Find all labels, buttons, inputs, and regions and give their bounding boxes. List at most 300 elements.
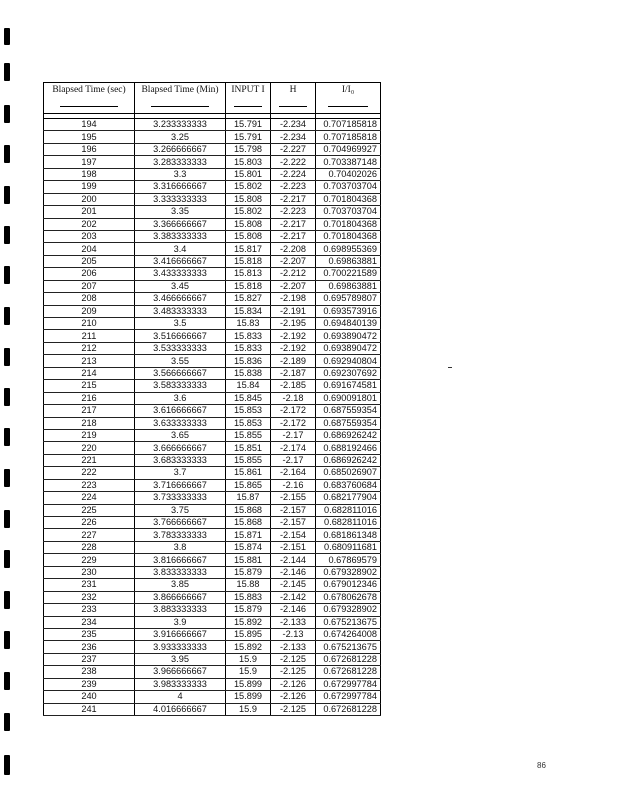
cell-h: -2.223 [271,206,316,218]
cell-ratio: 0.678062678 [316,591,381,603]
cell-input: 15.801 [226,168,271,180]
cell-input: 15.895 [226,628,271,640]
header-elapsed-min: Blapsed Time (Min) [135,83,226,114]
table-row [44,554,381,566]
cell-elapsed-min: 3.816666667 [135,554,226,566]
table-row [44,442,381,454]
header-ratio: I/I₀ [316,83,381,114]
table-row [44,119,381,131]
cell-input: 15.9 [226,703,271,715]
cell-h: -2.223 [271,181,316,193]
cell-elapsed-min: 3.5 [135,318,226,330]
cell-h: -2.17 [271,454,316,466]
cell-input: 15.853 [226,417,271,429]
cell-elapsed-sec: 229 [44,554,135,566]
table-row [44,666,381,678]
cell-input: 15.836 [226,355,271,367]
cell-ratio: 0.693573916 [316,305,381,317]
cell-elapsed-sec: 212 [44,342,135,354]
table-row [44,193,381,205]
cell-elapsed-min: 3.966666667 [135,666,226,678]
cell-elapsed-min: 3.583333333 [135,380,226,392]
binder-mark [4,105,10,123]
cell-h: -2.145 [271,579,316,591]
cell-ratio: 0.672681228 [316,666,381,678]
cell-h: -2.125 [271,653,316,665]
cell-elapsed-min: 3.633333333 [135,417,226,429]
header-input: INPUT I [226,83,271,114]
cell-input: 15.88 [226,579,271,591]
cell-input: 15.87 [226,492,271,504]
cell-elapsed-sec: 196 [44,143,135,155]
table-row [44,604,381,616]
cell-h: -2.157 [271,517,316,529]
cell-elapsed-sec: 232 [44,591,135,603]
cell-ratio: 0.693890472 [316,330,381,342]
cell-elapsed-sec: 211 [44,330,135,342]
table-row [44,703,381,715]
cell-h: -2.172 [271,405,316,417]
cell-ratio: 0.686926242 [316,454,381,466]
cell-elapsed-sec: 205 [44,255,135,267]
cell-elapsed-min: 3.8 [135,541,226,553]
cell-elapsed-sec: 220 [44,442,135,454]
cell-h: -2.185 [271,380,316,392]
cell-input: 15.874 [226,541,271,553]
cell-ratio: 0.691674581 [316,380,381,392]
binder-mark [4,428,10,446]
cell-input: 15.871 [226,529,271,541]
cell-elapsed-sec: 240 [44,691,135,703]
cell-input: 15.817 [226,243,271,255]
cell-ratio: 0.685026907 [316,467,381,479]
cell-elapsed-sec: 213 [44,355,135,367]
cell-h: -2.133 [271,616,316,628]
table-row [44,653,381,665]
cell-elapsed-min: 3.333333333 [135,193,226,205]
cell-input: 15.802 [226,181,271,193]
cell-elapsed-sec: 197 [44,156,135,168]
cell-ratio: 0.686926242 [316,429,381,441]
cell-elapsed-sec: 200 [44,193,135,205]
cell-input: 15.833 [226,342,271,354]
cell-input: 15.791 [226,119,271,131]
cell-elapsed-min: 3.516666667 [135,330,226,342]
table-row [44,206,381,218]
table-header-row [44,83,381,114]
table-row [44,405,381,417]
binder-mark [4,186,10,204]
cell-input: 15.892 [226,641,271,653]
cell-input: 15.845 [226,392,271,404]
cell-elapsed-min: 3.55 [135,355,226,367]
cell-h: -2.17 [271,429,316,441]
cell-elapsed-min: 3.866666667 [135,591,226,603]
table-row [44,230,381,242]
cell-ratio: 0.703387148 [316,156,381,168]
cell-elapsed-min: 3.366666667 [135,218,226,230]
table-row [44,579,381,591]
cell-h: -2.142 [271,591,316,603]
cell-h: -2.16 [271,479,316,491]
cell-elapsed-sec: 233 [44,604,135,616]
cell-input: 15.855 [226,454,271,466]
cell-elapsed-min: 3.983333333 [135,678,226,690]
table-row [44,591,381,603]
table-row [44,429,381,441]
cell-input: 15.881 [226,554,271,566]
cell-elapsed-sec: 216 [44,392,135,404]
binder-mark [4,307,10,325]
cell-ratio: 0.680911681 [316,541,381,553]
table-row [44,628,381,640]
cell-elapsed-min: 3.733333333 [135,492,226,504]
cell-elapsed-min: 3.883333333 [135,604,226,616]
cell-ratio: 0.694840139 [316,318,381,330]
cell-h: -2.133 [271,641,316,653]
cell-input: 15.813 [226,268,271,280]
cell-h: -2.125 [271,703,316,715]
cell-input: 15.9 [226,666,271,678]
table-row [44,342,381,354]
cell-elapsed-min: 3.233333333 [135,119,226,131]
cell-elapsed-sec: 210 [44,318,135,330]
cell-ratio: 0.688192466 [316,442,381,454]
cell-input: 15.868 [226,504,271,516]
cell-ratio: 0.693890472 [316,342,381,354]
cell-input: 15.834 [226,305,271,317]
cell-input: 15.827 [226,293,271,305]
cell-h: -2.207 [271,280,316,292]
cell-ratio: 0.679328902 [316,604,381,616]
cell-input: 15.818 [226,255,271,267]
cell-input: 15.879 [226,566,271,578]
cell-input: 15.802 [226,206,271,218]
cell-h: -2.207 [271,255,316,267]
stray-mark [448,367,452,368]
cell-elapsed-sec: 222 [44,467,135,479]
table-row [44,355,381,367]
cell-h: -2.217 [271,193,316,205]
cell-elapsed-min: 3.416666667 [135,255,226,267]
cell-elapsed-min: 3.833333333 [135,566,226,578]
cell-ratio: 0.682811016 [316,517,381,529]
cell-elapsed-sec: 238 [44,666,135,678]
cell-input: 15.83 [226,318,271,330]
cell-input: 15.861 [226,467,271,479]
cell-elapsed-sec: 198 [44,168,135,180]
binder-mark [4,469,10,487]
cell-ratio: 0.704969927 [316,143,381,155]
cell-ratio: 0.692940804 [316,355,381,367]
cell-elapsed-min: 3.433333333 [135,268,226,280]
cell-ratio: 0.675213675 [316,641,381,653]
cell-elapsed-min: 3.85 [135,579,226,591]
cell-ratio: 0.672681228 [316,653,381,665]
cell-elapsed-min: 3.566666667 [135,367,226,379]
cell-elapsed-sec: 228 [44,541,135,553]
cell-ratio: 0.683760684 [316,479,381,491]
cell-input: 15.833 [226,330,271,342]
cell-h: -2.195 [271,318,316,330]
header-h: H [271,83,316,114]
cell-elapsed-min: 3.283333333 [135,156,226,168]
cell-input: 15.838 [226,367,271,379]
cell-elapsed-sec: 199 [44,181,135,193]
cell-ratio: 0.69863881 [316,280,381,292]
cell-elapsed-min: 3.316666667 [135,181,226,193]
cell-ratio: 0.698955369 [316,243,381,255]
cell-elapsed-min: 3.45 [135,280,226,292]
cell-h: -2.234 [271,131,316,143]
binder-mark [4,631,10,649]
cell-elapsed-sec: 219 [44,429,135,441]
cell-elapsed-sec: 230 [44,566,135,578]
cell-h: -2.217 [271,230,316,242]
cell-elapsed-sec: 226 [44,517,135,529]
cell-elapsed-sec: 209 [44,305,135,317]
cell-elapsed-min: 3.783333333 [135,529,226,541]
cell-input: 15.798 [226,143,271,155]
cell-ratio: 0.681861348 [316,529,381,541]
cell-elapsed-min: 3.266666667 [135,143,226,155]
cell-h: -2.227 [271,143,316,155]
cell-ratio: 0.701804368 [316,193,381,205]
cell-elapsed-sec: 194 [44,119,135,131]
cell-input: 15.9 [226,653,271,665]
cell-ratio: 0.70402026 [316,168,381,180]
cell-elapsed-min: 3.25 [135,131,226,143]
cell-h: -2.217 [271,218,316,230]
cell-input: 15.883 [226,591,271,603]
cell-input: 15.803 [226,156,271,168]
cell-ratio: 0.695789807 [316,293,381,305]
cell-elapsed-sec: 214 [44,367,135,379]
table-row [44,616,381,628]
cell-ratio: 0.701804368 [316,218,381,230]
cell-ratio: 0.707185818 [316,131,381,143]
binder-mark [4,510,10,528]
table-row [44,305,381,317]
cell-elapsed-sec: 195 [44,131,135,143]
table-row [44,243,381,255]
cell-ratio: 0.682811016 [316,504,381,516]
cell-elapsed-min: 3.95 [135,653,226,665]
cell-ratio: 0.707185818 [316,119,381,131]
cell-input: 15.879 [226,604,271,616]
cell-ratio: 0.687559354 [316,417,381,429]
cell-h: -2.144 [271,554,316,566]
table-row [44,517,381,529]
data-table [43,82,381,716]
cell-elapsed-min: 3.916666667 [135,628,226,640]
cell-ratio: 0.67869579 [316,554,381,566]
cell-ratio: 0.700221589 [316,268,381,280]
cell-h: -2.222 [271,156,316,168]
cell-elapsed-min: 3.666666667 [135,442,226,454]
cell-h: -2.146 [271,566,316,578]
table-row [44,392,381,404]
binder-mark [4,672,10,690]
cell-elapsed-min: 3.933333333 [135,641,226,653]
cell-ratio: 0.682177904 [316,492,381,504]
cell-elapsed-sec: 202 [44,218,135,230]
cell-elapsed-min: 4 [135,691,226,703]
data-table-container [43,82,381,716]
table-row [44,367,381,379]
cell-ratio: 0.672997784 [316,678,381,690]
table-row [44,330,381,342]
cell-elapsed-min: 3.4 [135,243,226,255]
table-row [44,566,381,578]
cell-elapsed-sec: 203 [44,230,135,242]
cell-elapsed-min: 3.9 [135,616,226,628]
cell-elapsed-min: 3.6 [135,392,226,404]
binder-mark [4,755,10,775]
cell-ratio: 0.674264008 [316,628,381,640]
cell-h: -2.224 [271,168,316,180]
cell-elapsed-min: 3.533333333 [135,342,226,354]
table-row [44,380,381,392]
cell-ratio: 0.679012346 [316,579,381,591]
cell-elapsed-min: 3.75 [135,504,226,516]
table-row [44,417,381,429]
cell-ratio: 0.701804368 [316,230,381,242]
cell-h: -2.164 [271,467,316,479]
cell-input: 15.899 [226,691,271,703]
cell-elapsed-min: 3.65 [135,429,226,441]
table-row [44,678,381,690]
binder-mark [4,226,10,244]
cell-input: 15.899 [226,678,271,690]
table-row [44,280,381,292]
cell-h: -2.18 [271,392,316,404]
cell-h: -2.189 [271,355,316,367]
cell-input: 15.892 [226,616,271,628]
cell-input: 15.868 [226,517,271,529]
cell-input: 15.853 [226,405,271,417]
cell-elapsed-min: 3.466666667 [135,293,226,305]
cell-h: -2.187 [271,367,316,379]
cell-ratio: 0.692307692 [316,367,381,379]
cell-h: -2.208 [271,243,316,255]
cell-elapsed-sec: 221 [44,454,135,466]
cell-elapsed-sec: 225 [44,504,135,516]
cell-elapsed-sec: 231 [44,579,135,591]
table-row [44,529,381,541]
cell-h: -2.172 [271,417,316,429]
cell-input: 15.851 [226,442,271,454]
cell-h: -2.157 [271,504,316,516]
cell-elapsed-min: 4.016666667 [135,703,226,715]
table-row [44,691,381,703]
cell-input: 15.808 [226,230,271,242]
binder-mark [4,591,10,609]
table-row [44,454,381,466]
cell-elapsed-sec: 215 [44,380,135,392]
cell-elapsed-sec: 217 [44,405,135,417]
cell-elapsed-sec: 201 [44,206,135,218]
cell-elapsed-min: 3.3 [135,168,226,180]
cell-elapsed-sec: 235 [44,628,135,640]
cell-h: -2.126 [271,691,316,703]
cell-input: 15.84 [226,380,271,392]
table-row [44,641,381,653]
cell-elapsed-sec: 236 [44,641,135,653]
cell-elapsed-min: 3.383333333 [135,230,226,242]
cell-h: -2.126 [271,678,316,690]
table-row [44,318,381,330]
header-elapsed-sec: Blapsed Time (sec) [44,83,135,114]
cell-h: -2.13 [271,628,316,640]
cell-elapsed-sec: 237 [44,653,135,665]
cell-h: -2.151 [271,541,316,553]
table-row [44,181,381,193]
cell-ratio: 0.690091801 [316,392,381,404]
cell-elapsed-sec: 224 [44,492,135,504]
table-row [44,168,381,180]
cell-elapsed-sec: 204 [44,243,135,255]
cell-elapsed-sec: 206 [44,268,135,280]
cell-h: -2.155 [271,492,316,504]
cell-h: -2.234 [271,119,316,131]
cell-h: -2.146 [271,604,316,616]
cell-ratio: 0.69863881 [316,255,381,267]
cell-ratio: 0.703703704 [316,206,381,218]
cell-h: -2.212 [271,268,316,280]
table-row [44,293,381,305]
binder-mark [4,348,10,366]
cell-h: -2.191 [271,305,316,317]
cell-elapsed-min: 3.483333333 [135,305,226,317]
cell-elapsed-min: 3.766666667 [135,517,226,529]
table-row [44,467,381,479]
cell-input: 15.808 [226,193,271,205]
cell-elapsed-sec: 227 [44,529,135,541]
cell-ratio: 0.679328902 [316,566,381,578]
cell-h: -2.174 [271,442,316,454]
cell-elapsed-min: 3.616666667 [135,405,226,417]
cell-input: 15.818 [226,280,271,292]
table-row [44,479,381,491]
binder-mark [4,388,10,406]
table-row [44,492,381,504]
cell-h: -2.192 [271,342,316,354]
cell-ratio: 0.703703704 [316,181,381,193]
cell-h: -2.154 [271,529,316,541]
table-body [44,119,381,716]
cell-elapsed-min: 3.716666667 [135,479,226,491]
cell-elapsed-sec: 239 [44,678,135,690]
cell-input: 15.855 [226,429,271,441]
cell-ratio: 0.672997784 [316,691,381,703]
cell-elapsed-sec: 241 [44,703,135,715]
cell-ratio: 0.687559354 [316,405,381,417]
binder-mark [4,266,10,284]
table-row [44,156,381,168]
table-row [44,131,381,143]
cell-ratio: 0.675213675 [316,616,381,628]
binder-mark [4,550,10,568]
cell-h: -2.125 [271,666,316,678]
binder-mark [4,145,10,163]
binder-mark [4,28,10,45]
cell-h: -2.198 [271,293,316,305]
cell-h: -2.192 [271,330,316,342]
table-row [44,143,381,155]
cell-ratio: 0.672681228 [316,703,381,715]
page-number: 86 [537,761,546,770]
